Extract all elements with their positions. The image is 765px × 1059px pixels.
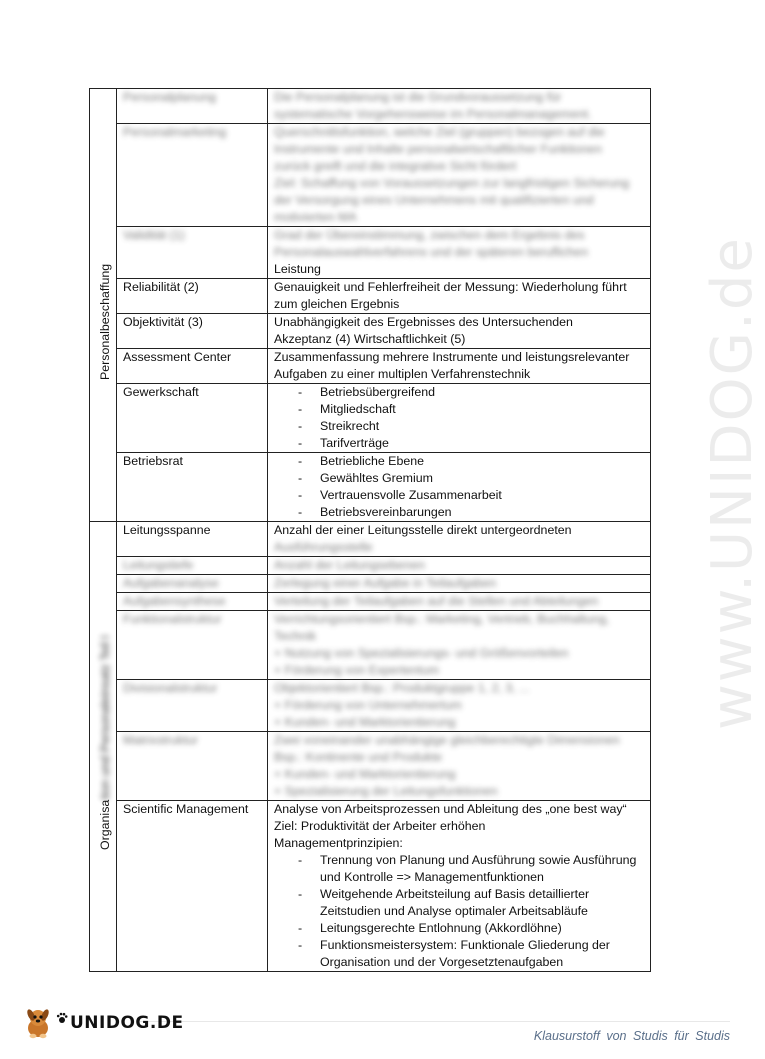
footer-tagline: Klausurstoff von Studis für Studis <box>533 1029 730 1043</box>
table-row <box>90 522 651 557</box>
definition-line: systematische Vorgehensweise im Personalmanagement. <box>274 107 592 121</box>
bullet-item: - Tarifverträge <box>298 435 644 452</box>
definition-cell <box>268 732 651 801</box>
bullet-item: - Betriebliche Ebene <box>298 453 644 470</box>
definition-cell <box>268 279 651 314</box>
table-row <box>90 279 651 314</box>
bullet-item: - Vertrauensvolle Zusammenarbeit <box>298 487 644 504</box>
bullet-item: - Gewähltes Gremium <box>298 470 644 487</box>
term-cell <box>117 124 268 227</box>
term-cell <box>117 453 268 522</box>
definition-line: Verteilung der Teilaufgaben auf die Stellen und Abteilungen <box>274 594 599 608</box>
table-row <box>90 593 651 611</box>
bullet-item: - Leitungsgerechte Entlohnung (Akkordlöhne) <box>298 920 644 937</box>
table-row <box>90 384 651 453</box>
definition-line: + Förderung von Unternehmertum <box>274 698 462 712</box>
term-cell <box>117 593 268 611</box>
term-text: Leitungstiefe <box>123 558 194 572</box>
term-cell <box>117 732 268 801</box>
term-text: Reliabilität (2) <box>123 280 199 294</box>
bullet-item: - Betriebsvereinbarungen <box>298 504 644 521</box>
paw-icon <box>56 1012 68 1024</box>
term-text: Betriebsrat <box>123 454 183 468</box>
definition-line: Leistung <box>274 262 321 276</box>
definition-cell <box>268 349 651 384</box>
summary-table <box>89 88 651 972</box>
definition-line: + Förderung von Expertentum <box>274 663 439 677</box>
definition-cell <box>268 124 651 227</box>
definition-cell <box>268 557 651 575</box>
bullet-item: - Streikrecht <box>298 418 644 435</box>
term-cell <box>117 384 268 453</box>
footer-logo <box>22 1006 184 1040</box>
definition-cell <box>268 593 651 611</box>
term-text: Personalplanung <box>123 90 217 104</box>
definition-line: + Spezialisierung der Leitungsfunktionen <box>274 784 498 798</box>
bullet-list <box>274 453 644 521</box>
category-label-organisation-blurred: tion und Personaleinsatz Teil I <box>98 635 112 800</box>
definition-line: Bsp.: Kontinente und Produkte <box>274 750 443 764</box>
bullet-item: - Funktionsmeistersystem: Funktionale Gliederung der Organisation und der Vorgesetztenaufgaben <box>298 937 644 971</box>
bullet-item: - Trennung von Planung und Ausführung sowie Ausführung und Kontrolle => Managementfunktionen <box>298 852 644 886</box>
definition-cell <box>268 89 651 124</box>
table-row <box>90 801 651 972</box>
definition-cell <box>268 453 651 522</box>
definition-line: Objektorientiert Bsp.: Produktgruppe 1, 2, 3, ... <box>274 681 530 695</box>
definition-line: Akzeptanz (4) Wirtschaftlichkeit (5) <box>274 332 466 346</box>
definition-line: Zusammenfassung mehrere Instrumente und leistungsrelevanter <box>274 350 630 364</box>
definition-cell <box>268 575 651 593</box>
term-cell <box>117 557 268 575</box>
term-text: Leitungsspanne <box>123 523 211 537</box>
term-text: Objektivität (3) <box>123 315 203 329</box>
definition-line: zurück greift und die integrative Sicht fördert <box>274 159 517 173</box>
definition-line: + Kunden- und Marktorientierung <box>274 715 456 729</box>
term-cell <box>117 89 268 124</box>
table-row <box>90 227 651 279</box>
term-cell <box>117 680 268 732</box>
definition-line: Instrumente und Inhalte personalwirtschaftlicher Funktionen <box>274 142 602 156</box>
watermark-text: www.UNIDOG.de <box>700 236 765 730</box>
dog-mascot-icon <box>22 1006 54 1040</box>
term-text: Assessment Center <box>123 350 232 364</box>
table-row <box>90 557 651 575</box>
bullet-list <box>274 852 644 971</box>
term-text: Matrixstruktur <box>123 733 199 747</box>
term-text: Funktionalstruktur <box>123 612 222 626</box>
table-row <box>90 611 651 680</box>
table-row <box>90 124 651 227</box>
bullet-list <box>274 384 644 452</box>
table-row <box>90 89 651 124</box>
definition-line: Genauigkeit und Fehlerfreiheit der Messung: Wiederholung führt <box>274 280 627 294</box>
category-label-organisation <box>98 635 112 850</box>
definition-line: Aufgaben zu einer multiplen Verfahrenstechnik <box>274 367 531 381</box>
definition-line: Ziel: Schaffung von Voraussetzungen zur langfristigen Sicherung <box>274 176 630 190</box>
definition-line: Querschnittsfunktion, welche Ziel (gruppen) bezogen auf die <box>274 125 605 139</box>
bullet-item: - Betriebsübergreifend <box>298 384 644 401</box>
table-row <box>90 680 651 732</box>
table-row <box>90 575 651 593</box>
table-row <box>90 314 651 349</box>
definition-line: Zerlegung einer Aufgabe in Teilaufgaben <box>274 576 497 590</box>
definition-line: zum gleichen Ergebnis <box>274 297 400 311</box>
definition-line: Analyse von Arbeitsprozessen und Ableitung des „one best way“ <box>274 802 627 816</box>
definition-cell <box>268 314 651 349</box>
term-cell <box>117 227 268 279</box>
table-row <box>90 453 651 522</box>
definition-line: Verrichtungsorientiert Bsp.: Marketing, Vertrieb, Buchhaltung, <box>274 612 610 626</box>
definition-line: Personalauswahlverfahrens und der späteren beruflichen <box>274 245 589 259</box>
definition-cell <box>268 680 651 732</box>
logo-wordmark: UNIDOG.DE <box>70 1013 184 1033</box>
term-text: Aufgabensynthese <box>123 594 226 608</box>
definition-cell <box>268 801 651 972</box>
term-text: Validität (1) <box>123 228 185 242</box>
category-label-organisation-clear: Organisa <box>98 799 112 850</box>
definition-line: Die Personalplanung ist die Grundvoraussetzung für <box>274 90 562 104</box>
definition-line: motivierten MA <box>274 210 357 224</box>
definition-line: Zwei voneinander unabhängige gleichberechtigte Dimensionen <box>274 733 620 747</box>
definition-line: Anzahl der einer Leitungsstelle direkt untergeordneten <box>274 523 572 537</box>
term-cell <box>117 314 268 349</box>
definition-line: Managementprinzipien: <box>274 836 403 850</box>
table-row <box>90 349 651 384</box>
term-cell <box>117 522 268 557</box>
term-cell <box>117 611 268 680</box>
definition-cell <box>268 611 651 680</box>
definition-line: Unabhängigkeit des Ergebnisses des Untersuchenden <box>274 315 573 329</box>
definition-cell <box>268 227 651 279</box>
footer-divider <box>140 1021 730 1022</box>
definition-line: + Nutzung von Spezialisierungs- und Größenvorteilen <box>274 646 569 660</box>
term-text: Gewerkschaft <box>123 385 199 399</box>
definition-line: Technik <box>274 629 317 643</box>
term-text: Personalmarketing <box>123 125 227 139</box>
term-cell <box>117 349 268 384</box>
table-row <box>90 732 651 801</box>
term-cell <box>117 801 268 972</box>
term-text: Scientific Management <box>123 802 249 816</box>
definition-line: Anzahl der Leitungsebenen <box>274 558 425 572</box>
definition-line: Ausführungsstelle <box>274 540 373 554</box>
definition-line: Grad der Übereinstimmung, zwischen dem Ergebnis des <box>274 228 585 242</box>
definition-cell <box>268 384 651 453</box>
bullet-item: - Weitgehende Arbeitsteilung auf Basis detaillierter Zeitstudien und Analyse optimaler Arbeitsabläufe <box>298 886 644 920</box>
term-text: Aufgabenanalyse <box>123 576 219 590</box>
term-cell <box>117 575 268 593</box>
definition-line: + Kunden- und Marktorientierung <box>274 767 456 781</box>
term-text: Divisionalstruktur <box>123 681 218 695</box>
definition-line: Ziel: Produktivität der Arbeiter erhöhen <box>274 819 486 833</box>
category-label-personalbeschaffung: Personalbeschaffung <box>98 263 112 380</box>
definition-line: der Versorgung eines Unternehmens mit qualifizierten und <box>274 193 594 207</box>
definition-cell <box>268 522 651 557</box>
bullet-item: - Mitgliedschaft <box>298 401 644 418</box>
term-cell <box>117 279 268 314</box>
